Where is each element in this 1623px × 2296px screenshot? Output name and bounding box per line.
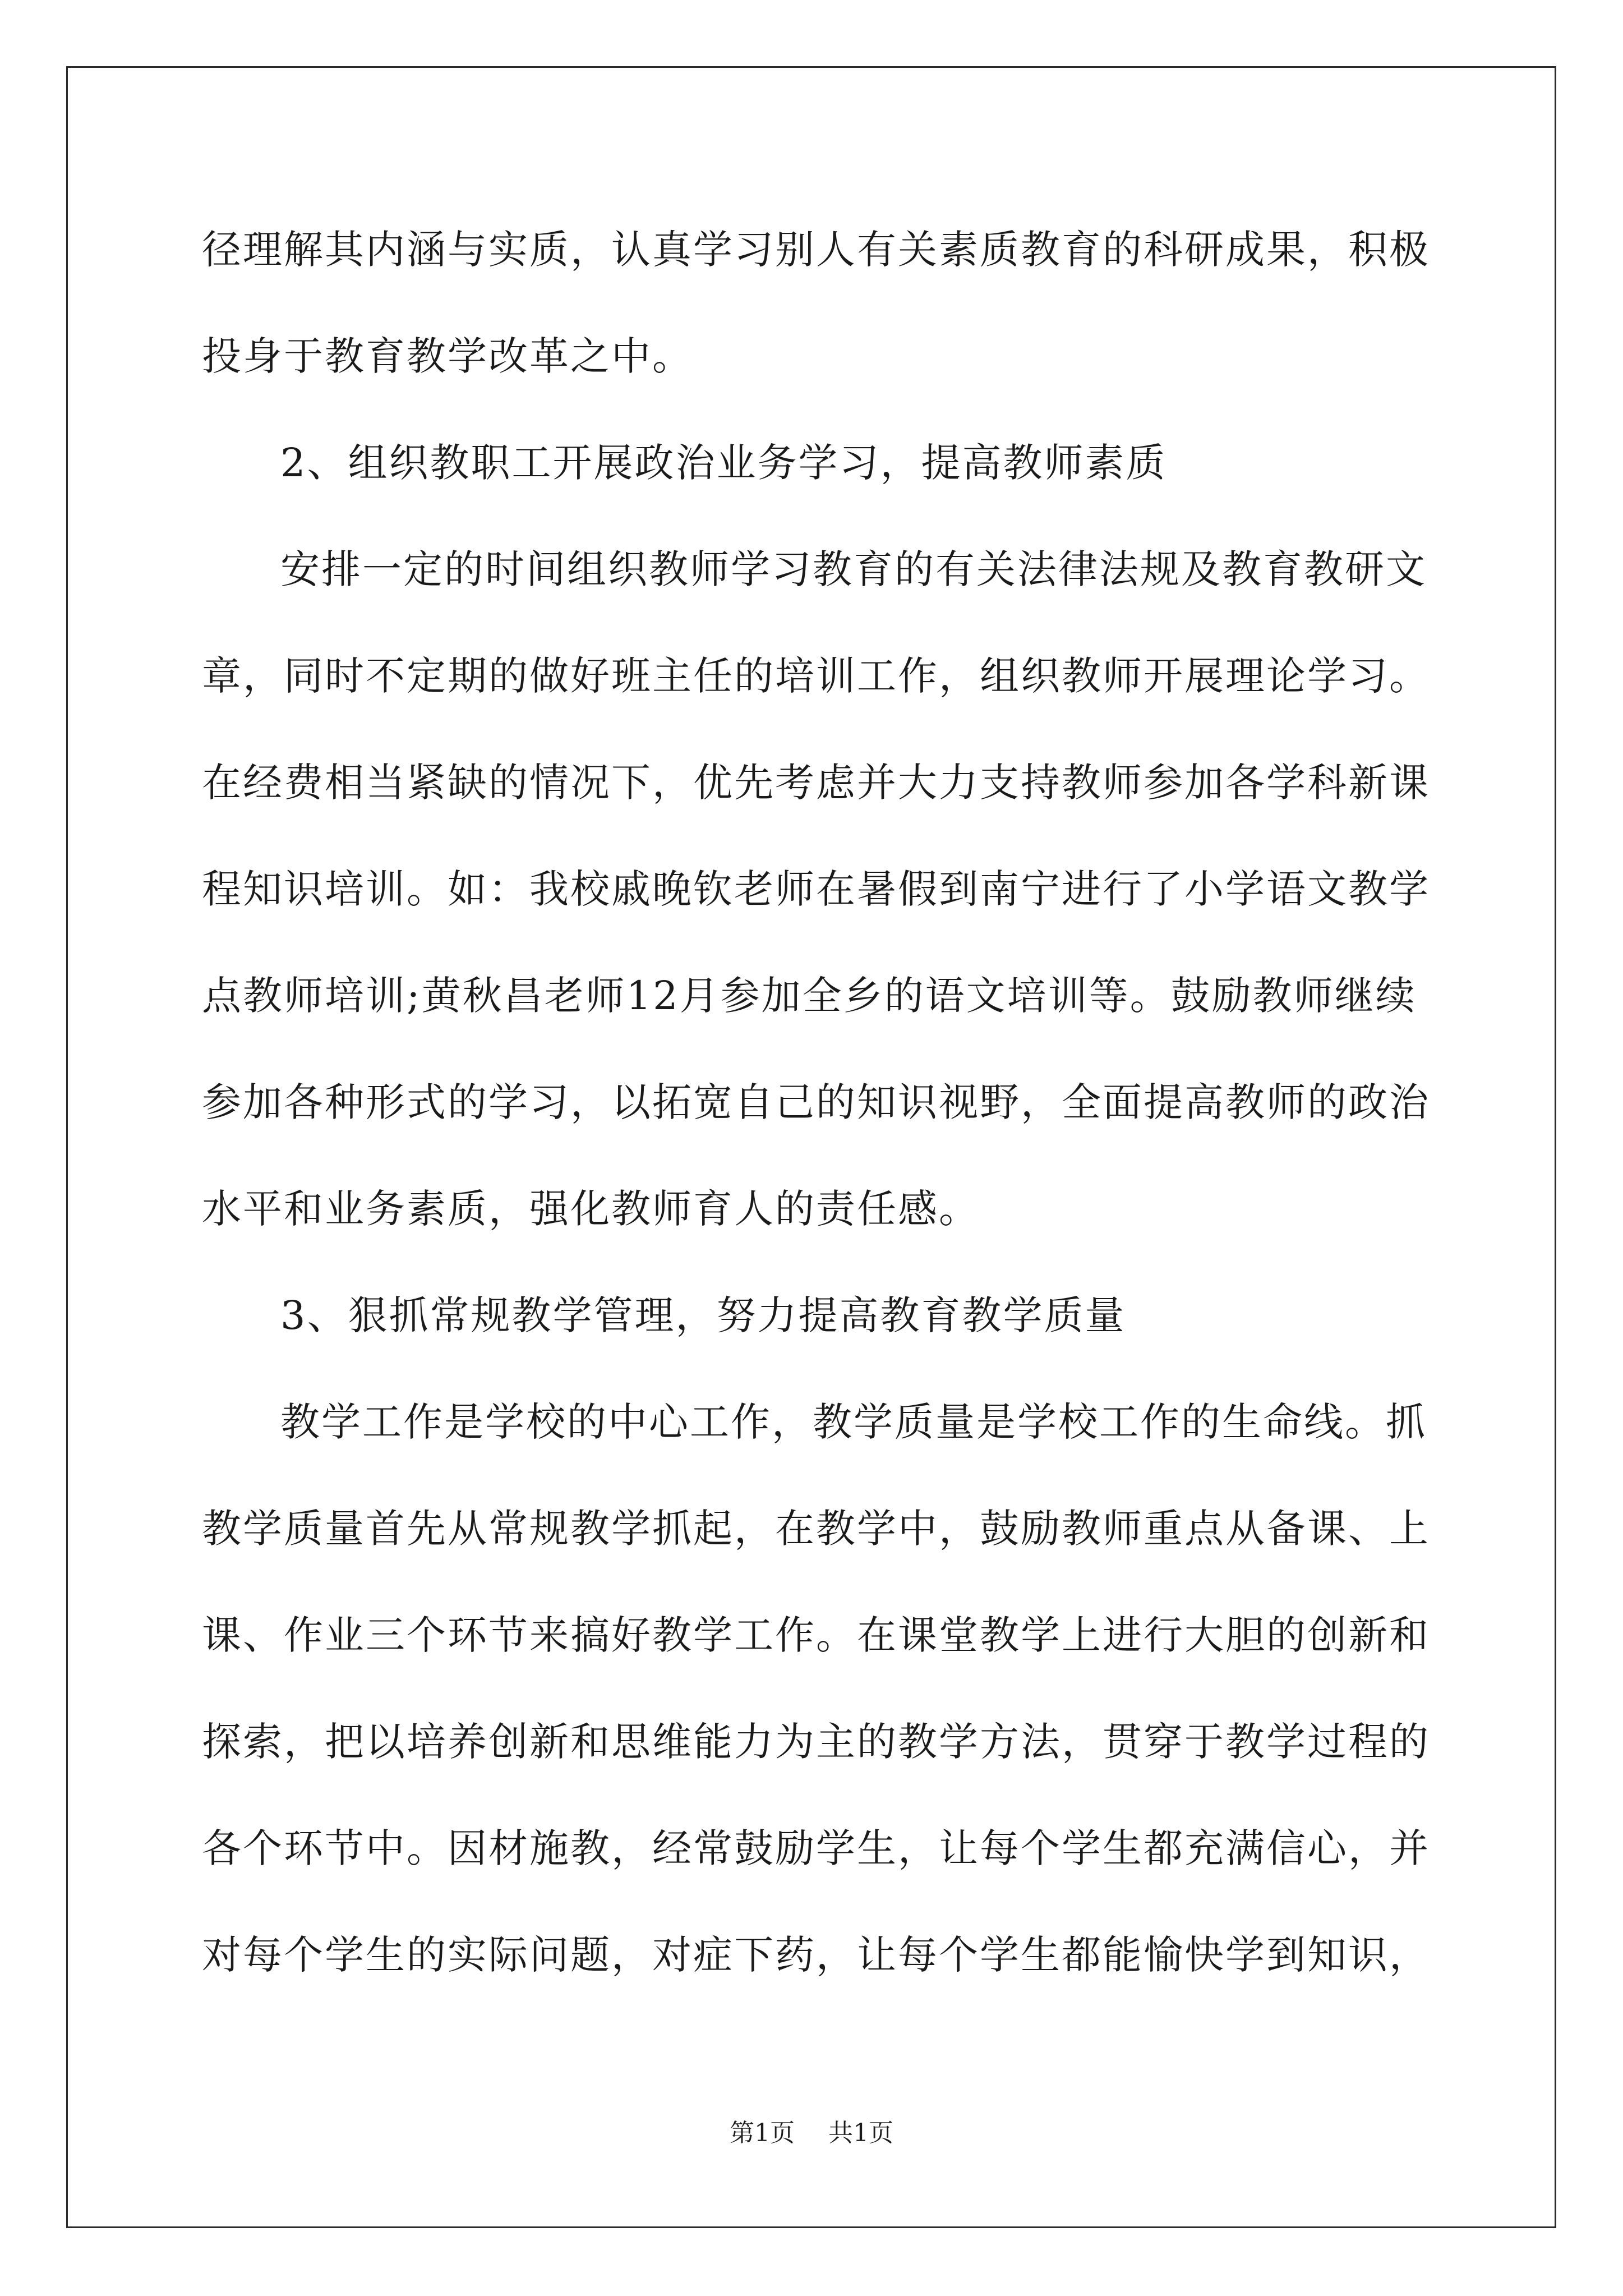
body-line: 各个环节中。因材施教，经常鼓励学生，让每个学生都充满信心，并 <box>202 1825 1430 1871</box>
body-line: 安排一定的时间组织教师学习教育的有关法律法规及教育教研文 <box>280 546 1427 592</box>
body-line: 对每个学生的实际问题，对症下药，让每个学生都能愉快学到知识， <box>202 1932 1430 1978</box>
total-pages: 共1页 <box>828 2119 893 2147</box>
body-line: 在经费相当紧缺的情况下，优先考虑并大力支持教师参加各学科新课 <box>202 760 1430 806</box>
body-line: 水平和业务素质，强化教师育人的责任感。 <box>202 1186 980 1232</box>
page-border <box>66 66 1556 2228</box>
body-line: 章，同时不定期的做好班主任的培训工作，组织教师开展理论学习。 <box>202 653 1430 699</box>
body-line: 教学质量首先从常规教学抓起，在教学中，鼓励教师重点从备课、上 <box>202 1506 1430 1552</box>
page-number: 第1页 <box>730 2119 795 2147</box>
body-line: 课、作业三个环节来搞好教学工作。在课堂教学上进行大胆的创新和 <box>202 1612 1430 1658</box>
body-line: 教学工作是学校的中心工作，教学质量是学校工作的生命线。抓 <box>280 1399 1427 1445</box>
body-line: 参加各种形式的学习，以拓宽自己的知识视野，全面提高教师的政治 <box>202 1079 1430 1125</box>
body-line: 点教师培训;黄秋昌老师12月参加全乡的语文培训等。鼓励教师继续 <box>202 973 1417 1019</box>
page-footer <box>0 2118 1623 2149</box>
body-line: 投身于教育教学改革之中。 <box>202 333 693 379</box>
body-line: 程知识培训。如：我校戚晚钦老师在暑假到南宁进行了小学语文教学 <box>202 866 1430 912</box>
section-heading: 2、组织教职工开展政治业务学习，提高教师素质 <box>280 440 1167 486</box>
body-line: 探索，把以培养创新和思维能力为主的教学方法，贯穿于教学过程的 <box>202 1719 1430 1765</box>
section-heading: 3、狠抓常规教学管理，努力提高教育教学质量 <box>280 1292 1126 1338</box>
body-line: 径理解其内涵与实质，认真学习别人有关素质教育的科研成果，积极 <box>202 227 1430 273</box>
